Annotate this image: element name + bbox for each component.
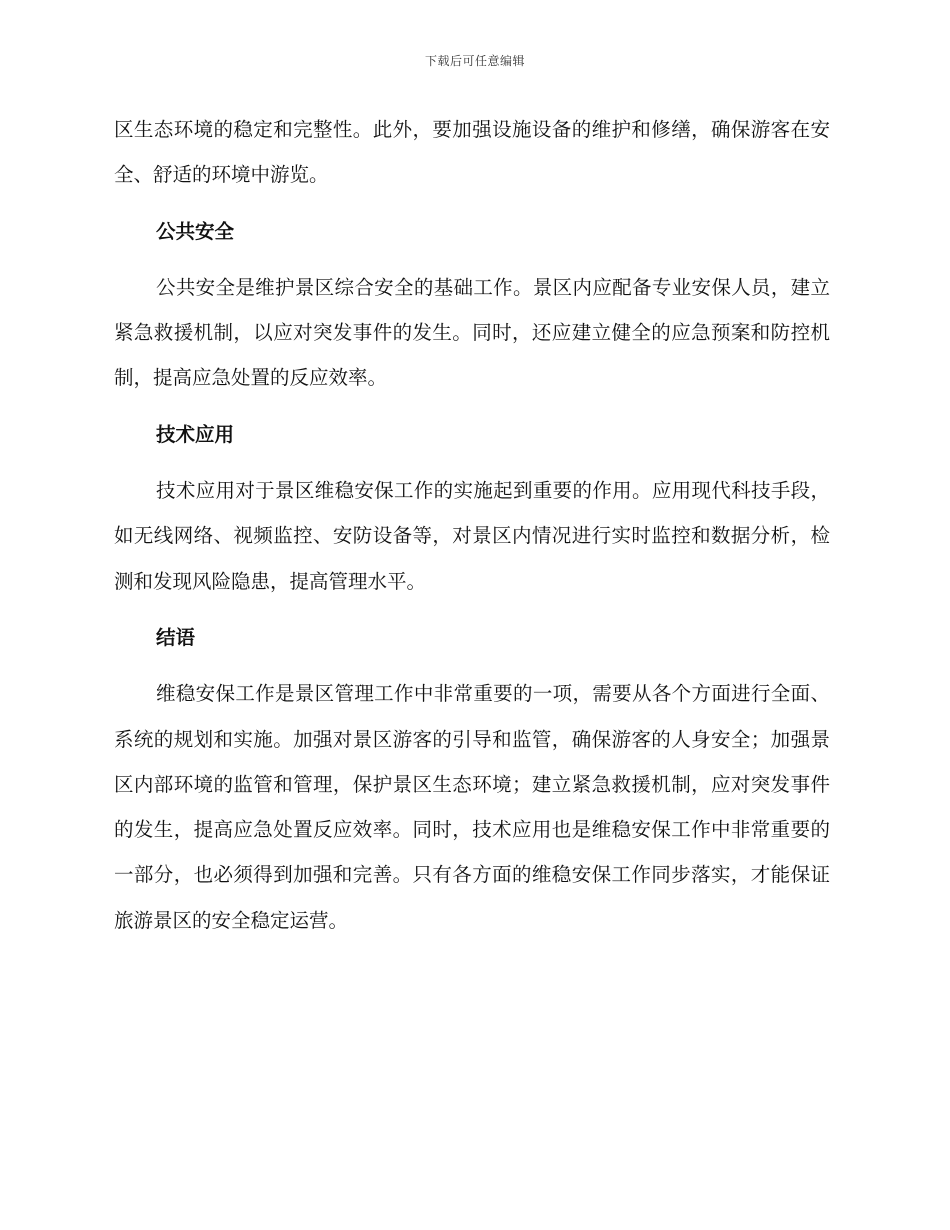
intro-paragraph: 区生态环境的稳定和完整性。此外，要加强设施设备的维护和修缮，确保游客在安全、舒适的环境中游览。 [114, 118, 830, 187]
section-heading-public-safety: 公共安全 [156, 219, 235, 243]
section-heading-technology: 技术应用 [156, 422, 235, 446]
section-body-public-safety: 公共安全是维护景区综合安全的基础工作。景区内应配备专业安保人员，建立紧急救援机制，以应对突发事件的发生。同时，还应建立健全的应急预案和防控机制，提高应急处置的反应效率。 [114, 275, 830, 390]
document-body [114, 107, 830, 943]
section-body-conclusion: 维稳安保工作是景区管理工作中非常重要的一项，需要从各个方面进行全面、系统的规划和实施。加强对景区游客的引导和监管，确保游客的人身安全；加强景区内部环境的监管和管理，保护景区生态环境；建立紧急救援机制，应对突发事件的发生，提高应急处置反应效率。同时，技术应用也是维稳安保工作中非常重要的一部分，也必须得到加强和完善。只有各方面的维稳安保工作同步落实，才能保证旅游景区的安全稳定运营。 [114, 682, 830, 932]
page-header-note: 下载后可任意编辑 [424, 54, 525, 68]
section-body-technology: 技术应用对于景区维稳安保工作的实施起到重要的作用。应用现代科技手段，如无线网络、视频监控、安防设备等，对景区内情况进行实时监控和数据分析，检测和发现风险隐患，提高管理水平。 [114, 479, 830, 593]
section-heading-conclusion: 结语 [156, 625, 196, 649]
